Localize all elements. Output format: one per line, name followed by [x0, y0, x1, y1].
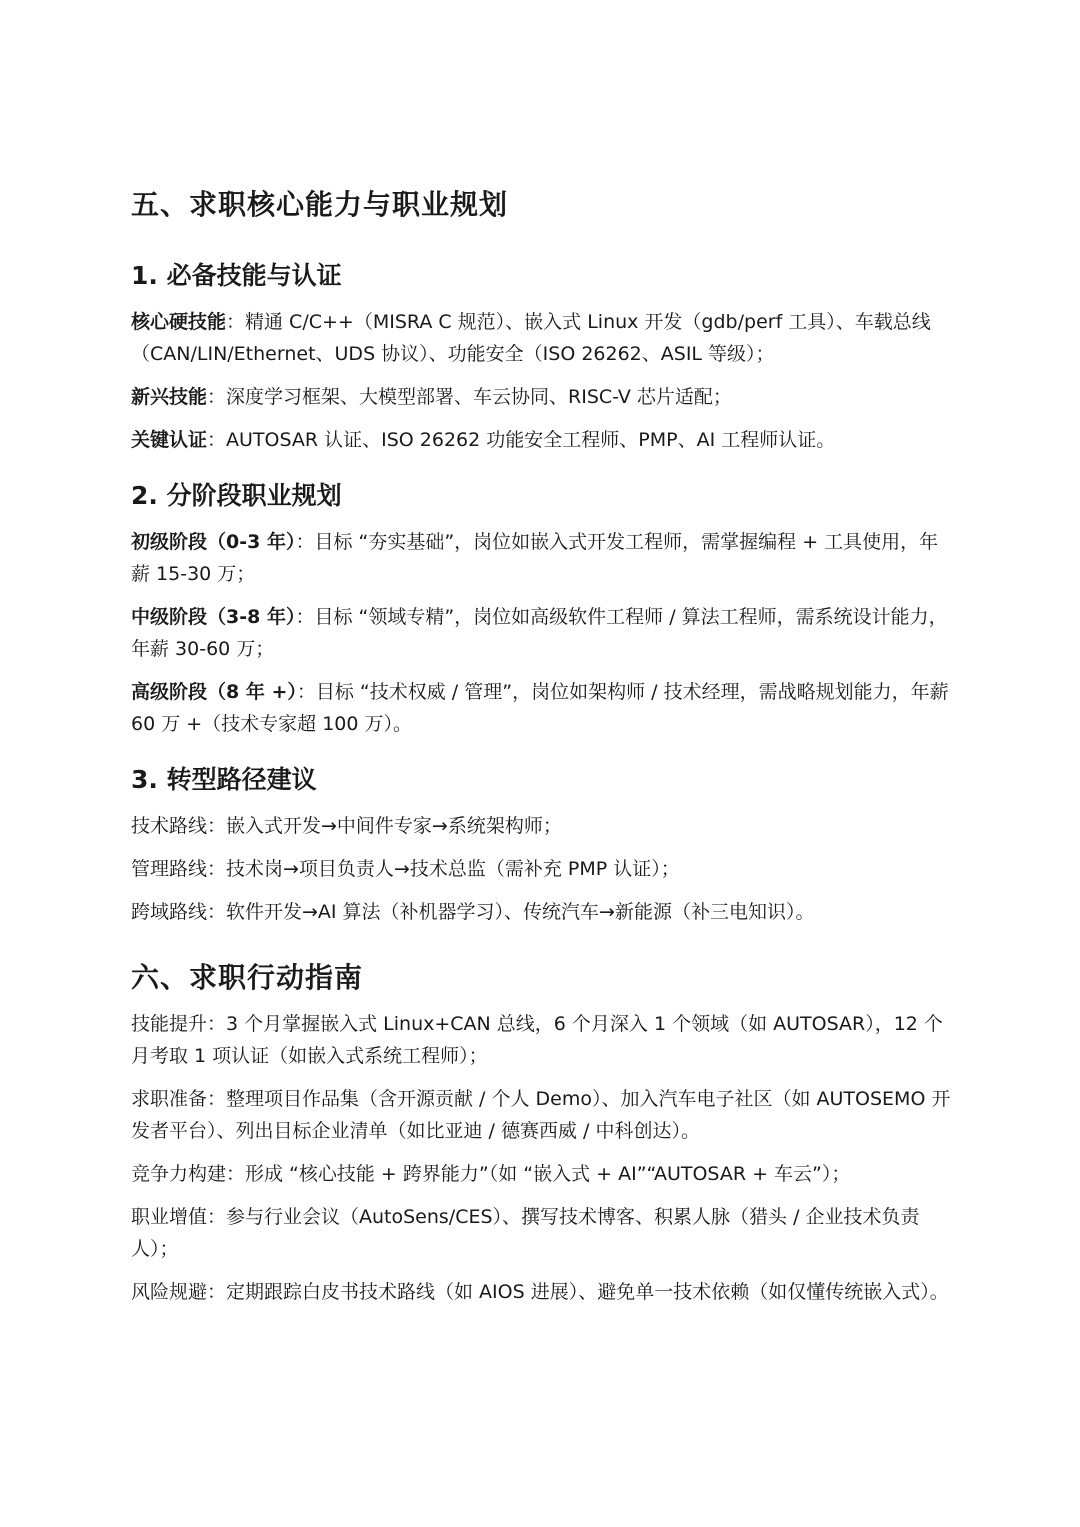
item-text: ：目标 “领域专精”，岗位如高级软件工程师 / 算法工程师，需系统设计能力，年薪 30-60 万；: [131, 606, 948, 660]
item-label: 新兴技能: [131, 386, 208, 408]
sub2-item: [131, 676, 951, 740]
item-text: ：AUTOSAR 认证、ISO 26262 功能安全工程师、PMP、AI 工程师认证。: [207, 429, 836, 451]
sub3-item: 技术路线：嵌入式开发→中间件专家→系统架构师；: [131, 815, 562, 837]
section5-title: 五、求职核心能力与职业规划: [131, 188, 509, 221]
sub2-title: 2. 分阶段职业规划: [131, 481, 342, 510]
item-label: 核心硬技能: [131, 311, 227, 333]
sub2-item: [131, 526, 951, 590]
item-text: ：目标 “技术权威 / 管理”，岗位如架构师 / 技术经理，需战略规划能力，年薪 60 万 +（技术专家超 100 万）。: [131, 681, 949, 735]
section6-title: 六、求职行动指南: [131, 961, 364, 994]
sub1-item: [131, 381, 951, 413]
item-text: ：精通 C/C++（MISRA C 规范）、嵌入式 Linux 开发（gdb/perf 工具）、车载总线（CAN/LIN/Ethernet、UDS 协议）、功能安全（ISO 26262、ASIL 等级）；: [131, 311, 931, 365]
sub3-item: 跨域路线：软件开发→AI 算法（补机器学习）、传统汽车→新能源（补三电知识）。: [131, 901, 815, 923]
document-page: [131, 185, 951, 1319]
sub1-title: 1. 必备技能与认证: [131, 261, 342, 290]
item-label: 关键认证: [131, 429, 208, 451]
sub2-item: [131, 601, 951, 665]
item-text: ：目标 “夯实基础”，岗位如嵌入式开发工程师，需掌握编程 + 工具使用，年薪 15-30 万；: [131, 531, 939, 585]
section6-item: 风险规避：定期跟踪白皮书技术路线（如 AIOS 进展）、避免单一技术依赖（如仅懂传统嵌入式）。: [131, 1281, 949, 1303]
item-label: 高级阶段（8 年 +）: [131, 681, 297, 703]
section6-item: 技能提升：3 个月掌握嵌入式 Linux+CAN 总线，6 个月深入 1 个领域（如 AUTOSAR），12 个月考取 1 项认证（如嵌入式系统工程师）；: [131, 1013, 943, 1067]
section6-item: 求职准备：整理项目作品集（含开源贡献 / 个人 Demo）、加入汽车电子社区（如 AUTOSEMO 开发者平台）、列出目标企业清单（如比亚迪 / 德赛西威 / 中科创达）。: [131, 1088, 951, 1142]
item-text: ：深度学习框架、大模型部署、车云协同、RISC-V 芯片适配；: [207, 386, 732, 408]
item-label: 中级阶段（3-8 年）: [131, 606, 296, 628]
sub3-title: 3. 转型路径建议: [131, 765, 317, 794]
sub1-item: [131, 424, 951, 456]
section6-item: 竞争力构建：形成 “核心技能 + 跨界能力”（如 “嵌入式 + AI”“AUTOSAR + 车云”）；: [131, 1163, 851, 1185]
sub1-item: [131, 306, 951, 370]
section6-item: 职业增值：参与行业会议（AutoSens/CES）、撰写技术博客、积累人脉（猎头 / 企业技术负责人）；: [131, 1206, 920, 1260]
sub3-item: 管理路线：技术岗→项目负责人→技术总监（需补充 PMP 认证）；: [131, 858, 680, 880]
item-label: 初级阶段（0-3 年）: [131, 531, 296, 553]
